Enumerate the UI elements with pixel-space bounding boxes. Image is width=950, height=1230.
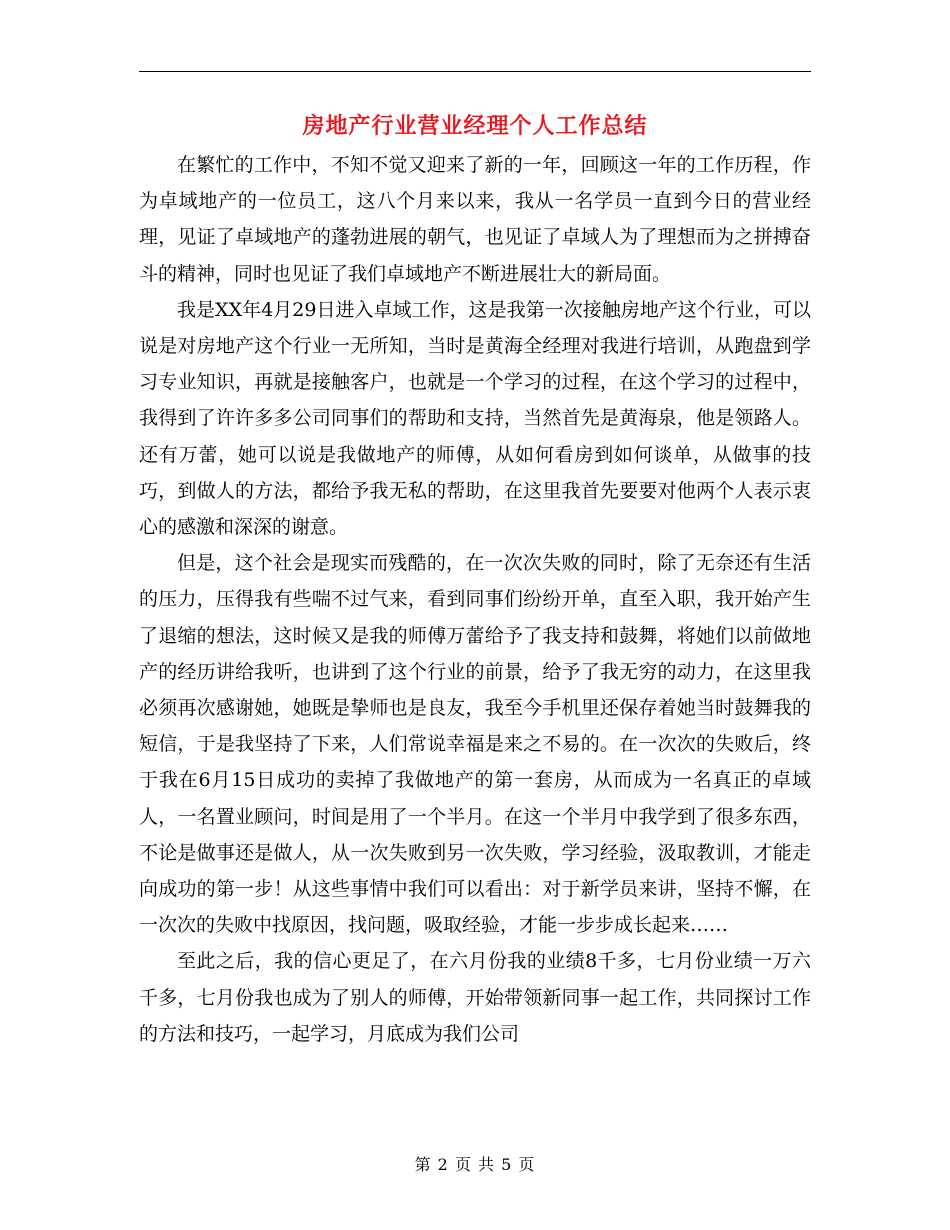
header-rule	[139, 71, 811, 72]
paragraph-3: 但是，这个社会是现实而残酷的，在一次次失败的同时，除了无奈还有生活的压力，压得我有些喘不过气来，看到同事们纷纷开单，直至入职，我开始产生了退缩的想法，这时候又是我的师傅万蕾给予了我支持和鼓舞，将她们以前做地产的经历讲给我听，也讲到了这个行业的前景，给予了我无穷的动力，在这里我必须再次感谢她，她既是挚师也是良友，我至今手机里还保存着她当时鼓舞我的短信，于是我坚持了下来，人们常说幸福是来之不易的。在一次次的失败后，终于我在6月15日成功的卖掉了我做地产的第一套房，从而成为一名真正的卓域人，一名置业顾问，时间是用了一个半月。在这一个半月中我学到了很多东西，不论是做事还是做人，从一次失败到另一次失败，学习经验，汲取教训，才能走向成功的第一步！从这些事情中我们可以看出：对于新学员来讲，坚持不懈，在一次次的失败中找原因，找问题，吸取经验，才能一步步成长起来……	[139, 552, 811, 937]
document-body	[139, 147, 811, 1052]
paragraph-2: 我是XX年4月29日进入卓域工作，这是我第一次接触房地产这个行业，可以说是对房地产这个行业一无所知，当时是黄海全经理对我进行培训，从跑盘到学习专业知识，再就是接触客户，也就是一个学习的过程，在这个学习的过程中，我得到了许许多多公司同事们的帮助和支持，当然首先是黄海泉，他是领路人。还有万蕾，她可以说是我做地产的师傅，从如何看房到如何谈单，从做事的技巧，到做人的方法，都给予我无私的帮助，在这里我首先要要对他两个人表示衷心的感激和深深的谢意。	[139, 298, 811, 539]
document-title: 房地产行业营业经理个人工作总结	[302, 113, 648, 139]
paragraph-1: 在繁忙的工作中，不知不觉又迎来了新的一年，回顾这一年的工作历程，作为卓域地产的一位员工，这八个月来以来，我从一名学员一直到今日的营业经理，见证了卓域地产的蓬勃进展的朝气，也见证了卓域人为了理想而为之拼搏奋斗的精神，同时也见证了我们卓域地产不断进展壮大的新局面。	[139, 154, 811, 285]
page-number-footer: 第 2 页 共 5 页	[414, 1155, 536, 1174]
paragraph-4: 至此之后，我的信心更足了，在六月份我的业绩8千多，七月份业绩一万六千多，七月份我也成为了别人的师傅，开始带领新同事一起工作，共同探讨工作的方法和技巧，一起学习，月底成为我们公司	[139, 950, 811, 1045]
